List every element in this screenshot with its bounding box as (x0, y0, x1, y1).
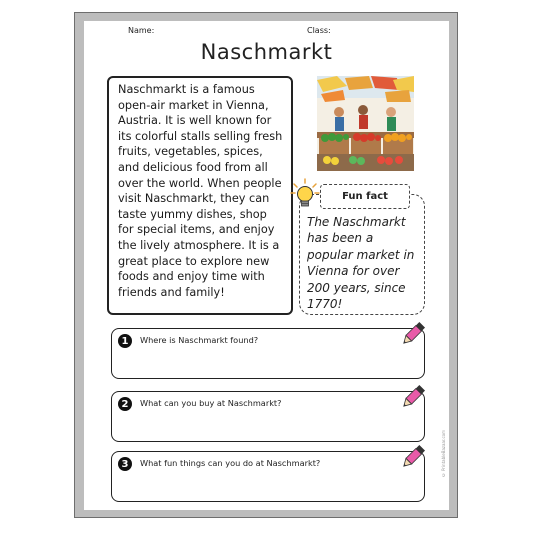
question-box[interactable] (111, 451, 425, 502)
question-box[interactable] (111, 328, 425, 379)
market-stalls-illustration (317, 76, 414, 171)
question-text: What can you buy at Naschmarkt? (140, 398, 282, 408)
page-title: Naschmarkt (200, 40, 333, 64)
class-label: Class: (307, 26, 331, 35)
pencil-icon (398, 442, 428, 472)
pencil-icon (398, 382, 428, 412)
question-text: What fun things can you do at Naschmarkt? (140, 458, 321, 468)
fun-fact-text: The Naschmarkt has been a popular market in Vienna for over 200 years, since 1770! (307, 215, 415, 312)
question-box[interactable] (111, 391, 425, 442)
question-number: 2 (118, 397, 132, 411)
question-number: 1 (118, 334, 132, 348)
name-label: Name: (128, 26, 155, 35)
lightbulb-icon (290, 178, 320, 210)
reading-passage: Naschmarkt is a famous open-air market in Vienna, Austria. It is well known for its colorful stalls selling fresh fruits, vegetables, spices, and delicious food from all over the world. When people visit Naschmarkt, they can taste yummy dishes, shop for special items, and enjoy the lively atmosphere. It is a great place to explore new foods and enjoy time with friends and family! (107, 76, 293, 315)
question-number: 3 (118, 457, 132, 471)
fun-fact-title: Fun fact (320, 184, 410, 209)
watermark: © PrintableBazaar.com (441, 430, 446, 478)
pencil-icon (398, 319, 428, 349)
question-text: Where is Naschmarkt found? (140, 335, 259, 345)
